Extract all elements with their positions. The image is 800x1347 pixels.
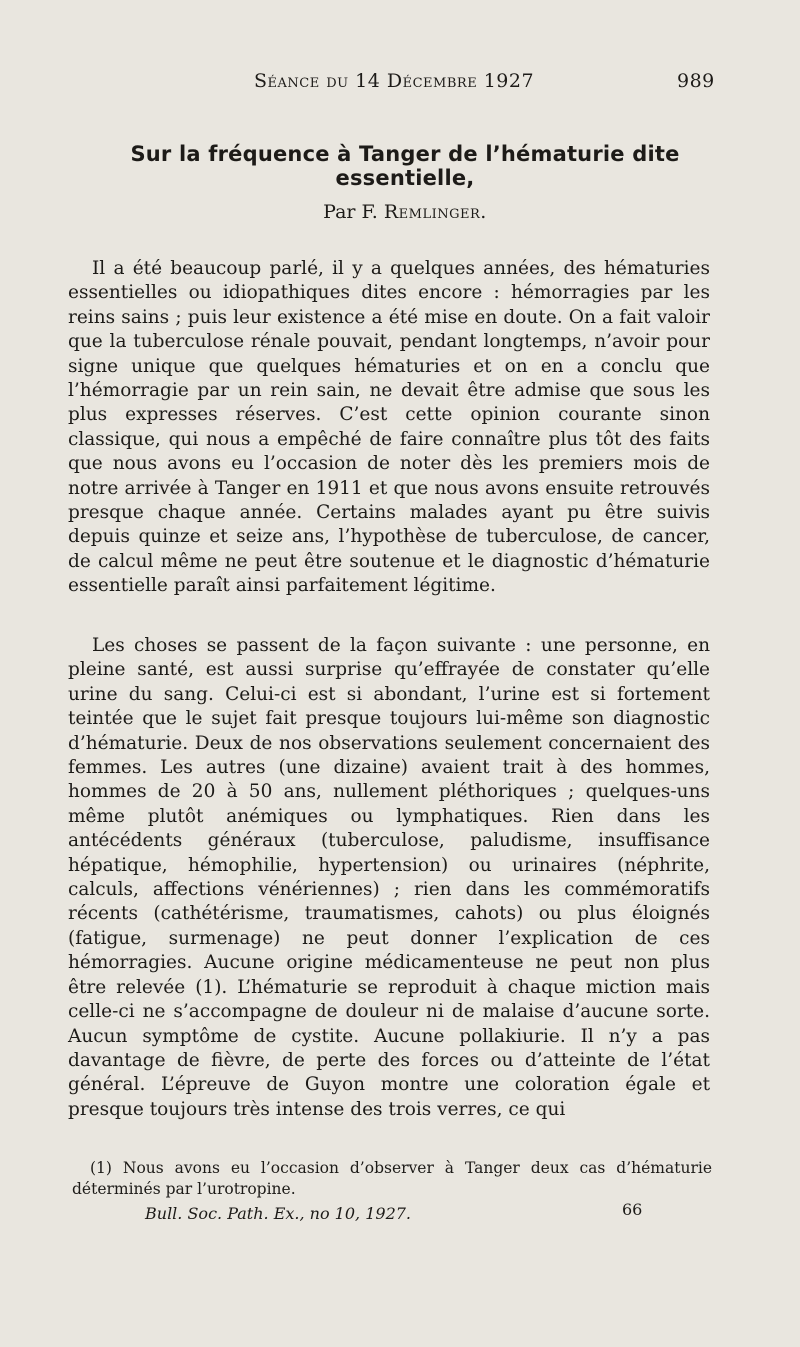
body-paragraph-1 <box>68 257 710 599</box>
author-name: Remlinger. <box>383 201 487 223</box>
paragraph-text: Les choses se passent de la façon suivante : une personne, en pleine santé, est aussi surprise qu’effrayée de constater qu’elle urine du sang. Celui-ci est si abondant, l’urine est si fortement teintée que le sujet fait presque toujours lui-même son diagnostic d’hématurie. Deux de nos observations seulement concernaient des femmes. Les autres (une dizaine) avaient trait à des hommes, hommes de 20 à 50 ans, nullement pléthoriques ; quelques-uns même plutôt anémiques ou lymphatiques. Rien dans les antécédents généraux (tuberculose, paludisme, insuffisance hépatique, hémophilie, hypertension) ou urinaires (néphrite, calculs, affections vénériennes) ; rien dans les commémoratifs récents (cathétérisme, traumatismes, cahots) ou plus éloignés (fatigue, surmenage) ne peut donner l’explication de ces hémorragies. Aucune origine médicamenteuse ne peut non plus être relevée (1). L’hématurie se reproduit à chaque miction mais celle-ci ne s’accompagne de douleur ni de malaise d’aucune sorte. Aucun symptôme de cystite. Aucune pollakiurie. Il n’y a pas davantage de fièvre, de perte des forces ou d’atteinte de l’état général. L’épreuve de Guyon montre une coloration égale et presque toujours très intense des trois verres, ce qui <box>68 635 710 1120</box>
footnote-text: (1) Nous avons eu l’occasion d’observer à Tanger deux cas d’hématurie déterminés par l’urotropine. <box>72 1159 712 1198</box>
page-header <box>0 70 800 100</box>
article-title: Sur la fréquence à Tanger de l’hématurie dite essentielle, <box>130 142 680 190</box>
body-paragraph-2 <box>68 634 710 1122</box>
page-number: 989 <box>677 70 715 92</box>
article-author <box>60 201 750 223</box>
journal-signature: Bull. Soc. Path. Ex., no 10, 1927. <box>145 1204 412 1223</box>
paragraph-text: Il a été beaucoup parlé, il y a quelques années, des hématuries essentielles ou idiopathiques dites encore : hémorragies par les reins sains ; puis leur existence a été mise en doute. On a fait valoir que la tuberculose rénale pouvait, pendant longtemps, n’avoir pour signe unique que quelques hématuries et on en a conclu que l’hémorragie par un rein sain, ne devait être admise que sous les plus expresses réserves. C’est cette opinion courante sinon classique, qui nous a empêché de faire connaître plus tôt des faits que nous avons eu l’occasion de noter dès les premiers mois de notre arrivée à Tanger en 1911 et que nous avons ensuite retrouvés presque chaque année. Certains malades ayant pu être suivis depuis quinze et seize ans, l’hypothèse de tuberculose, de cancer, de calcul même ne peut être soutenue et le diagnostic d’hématurie essentielle paraît ainsi parfaitement légitime. <box>68 258 710 597</box>
sheet-number: 66 <box>622 1200 643 1219</box>
author-prefix: Par F. <box>323 201 378 223</box>
running-head: Séance du 14 Décembre 1927 <box>254 70 535 92</box>
footnote <box>72 1158 712 1200</box>
